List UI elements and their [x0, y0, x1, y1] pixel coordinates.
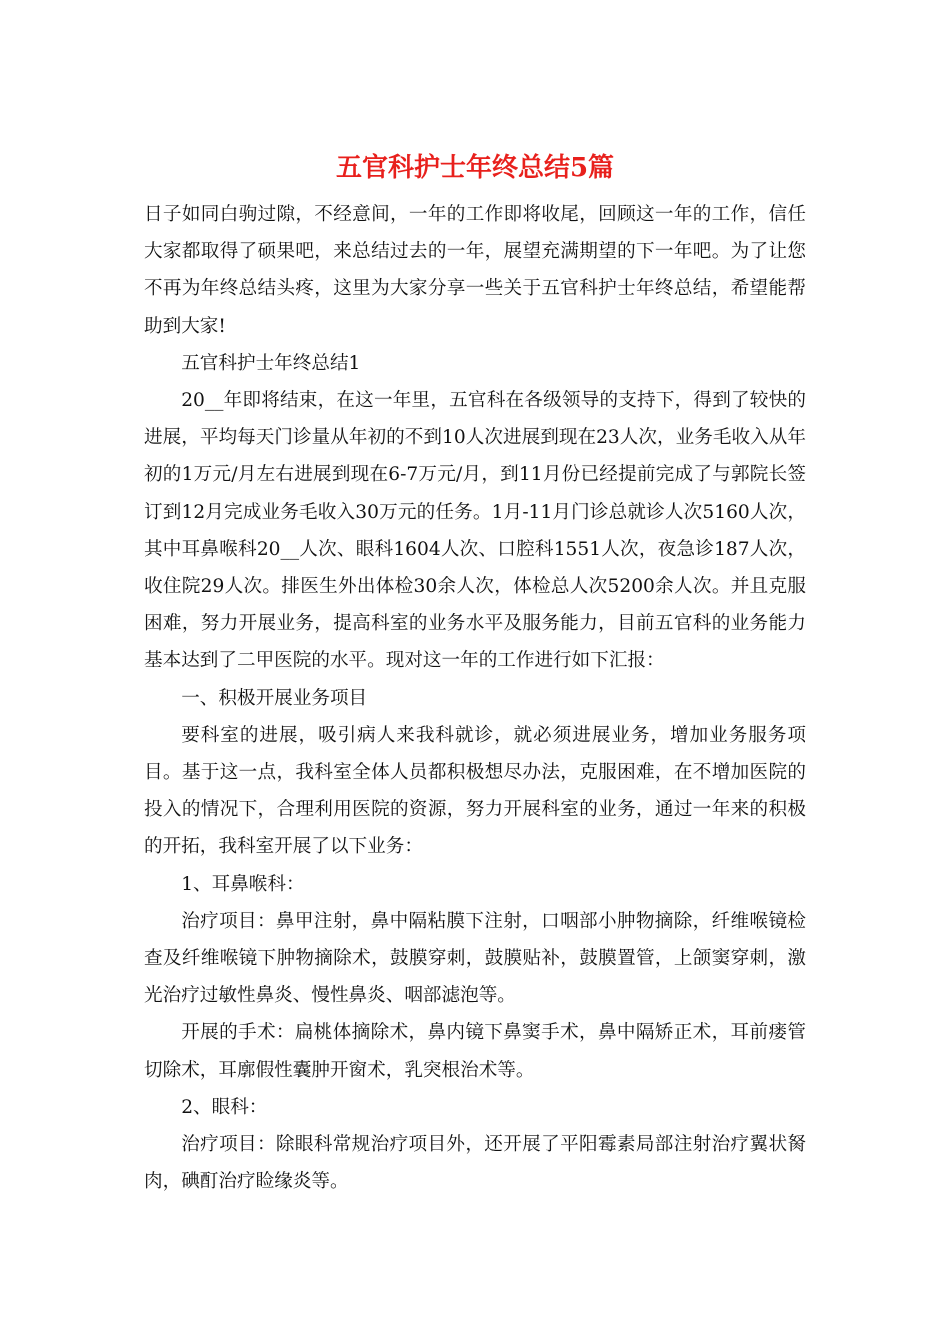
subsection-heading: 1、耳鼻喉科： — [181, 873, 305, 895]
section-heading: 五官科护士年终总结1 — [181, 352, 361, 374]
document-body — [144, 196, 806, 1200]
intro-paragraph: 日子如同白驹过隙，不经意间，一年的工作即将收尾，回顾这一年的工作，信任大家都取得了硕果吧，来总结过去的一年，展望充满期望的下一年吧。为了让您不再为年终总结头疼，这里为大家分享一些关于五官科护士年终总结，希望能帮助到大家! — [144, 204, 806, 337]
body-paragraph: 开展的手术：扁桃体摘除术，鼻内镜下鼻窦手术，鼻中隔矫正术，耳前瘘管切除术，耳廓假性囊肿开窗术，乳突根治术等。 — [144, 1022, 806, 1081]
body-paragraph: 治疗项目：除眼科常规治疗项目外，还开展了平阳霉素局部注射治疗翼状胬肉，碘酊治疗睑缘炎等。 — [144, 1134, 806, 1193]
section-heading: 一、积极开展业务项目 — [181, 687, 368, 709]
body-paragraph: 要科室的进展，吸引病人来我科就诊，就必须进展业务，增加业务服务项目。基于这一点，我科室全体人员都积极想尽办法，克服困难，在不增加医院的投入的情况下，合理利用医院的资源，努力开展科室的业务，通过一年来的积极的开拓，我科室开展了以下业务： — [144, 724, 806, 858]
subsection-heading: 2、眼科： — [181, 1096, 268, 1118]
document-title: 五官科护士年终总结5篇 — [335, 153, 615, 183]
body-paragraph: 治疗项目：鼻甲注射，鼻中隔粘膜下注射，口咽部小肿物摘除，纤维喉镜检查及纤维喉镜下肿物摘除术，鼓膜穿刺，鼓膜贴补，鼓膜置管，上颌窦穿刺，激光治疗过敏性鼻炎、慢性鼻炎、咽部滤泡等。 — [144, 910, 806, 1007]
body-paragraph: 20__年即将结束，在这一年里，五官科在各级领导的支持下，得到了较快的进展，平均每天门诊量从年初的不到10人次进展到现在23人次，业务毛收入从年初的1万元/月左右进展到现在6-7万元/月，到11月份已经提前完成了与郭院长签订到12月完成业务毛收入30万元的任务。1月-11月门诊总就诊人次5160人次，其中耳鼻喉科20__人次、眼科1604人次、口腔科1551人次，夜急诊187人次，收住院29人次。排医生外出体检30余人次，体检总人次5200余人次。并且克服困难，努力开展业务，提高科室的业务水平及服务能力，目前五官科的业务能力基本达到了二甲医院的水平。现对这一年的工作进行如下汇报： — [144, 390, 806, 672]
